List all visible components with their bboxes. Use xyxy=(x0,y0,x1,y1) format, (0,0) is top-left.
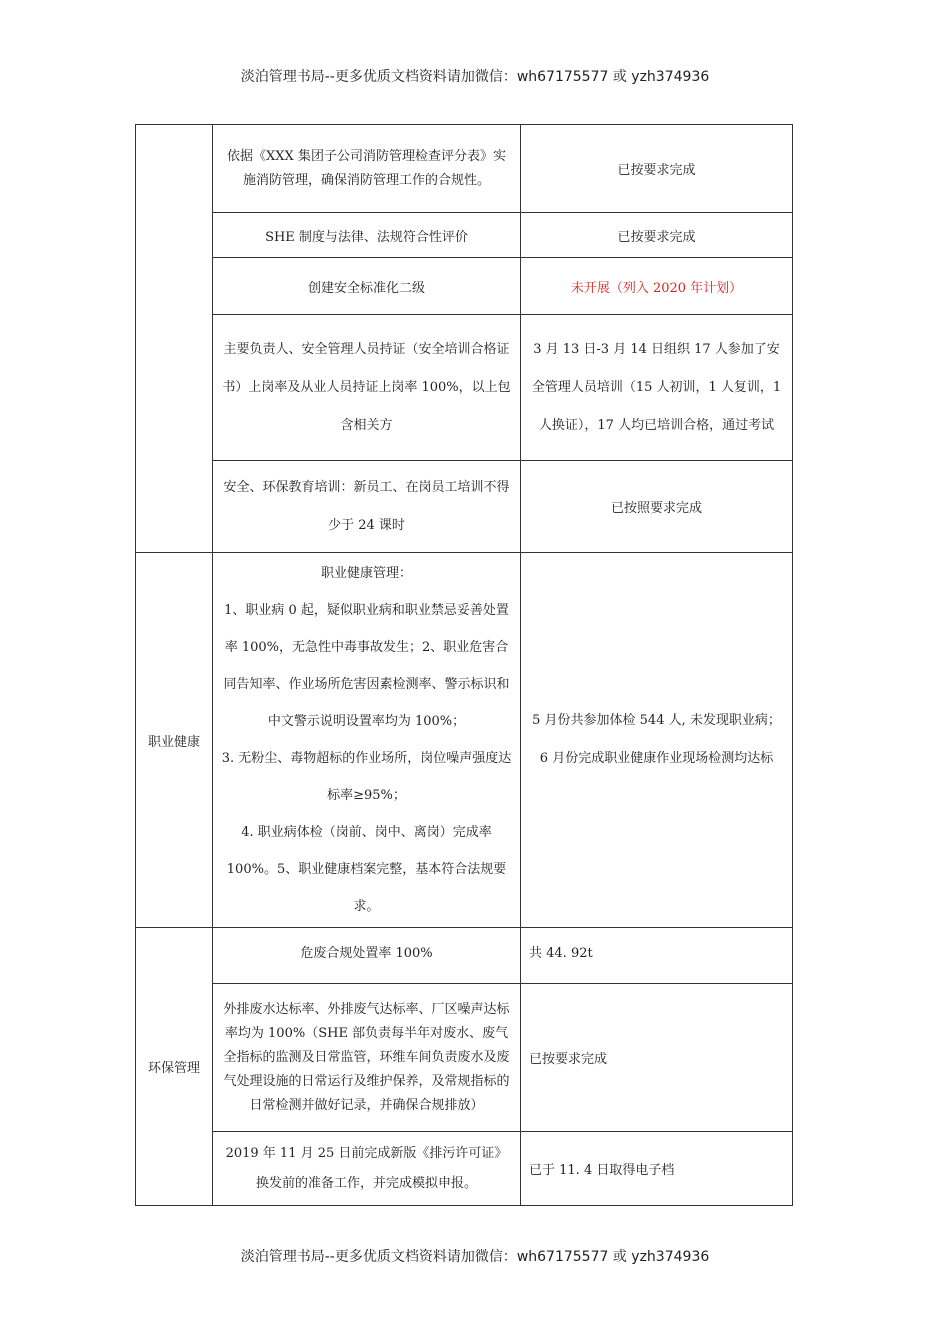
table-row xyxy=(136,928,793,984)
status-cell: 未开展（列入 2020 年计划） xyxy=(521,258,793,315)
requirement-line: 3. 无粉尘、毒物超标的作业场所，岗位噪声强度达标率≥95%； xyxy=(221,751,512,803)
requirement-cell: 依据《XXX 集团子公司消防管理检查评分表》实施消防管理，确保消防管理工作的合规性。 xyxy=(213,125,521,213)
page-footer: 淡泊管理书局--更多优质文档资料请加微信：wh67175577 或 yzh374936 xyxy=(240,1249,710,1265)
table-row xyxy=(136,258,793,315)
section-label-environmental: 环保管理 xyxy=(136,928,213,1206)
requirement-cell: 主要负责人、安全管理人员持证（安全培训合格证书）上岗率及从业人员持证上岗率 100%，以上包含相关方 xyxy=(213,315,521,461)
requirement-cell: 2019 年 11 月 25 日前完成新版《排污许可证》换发前的准备工作，并完成模拟申报。 xyxy=(213,1132,521,1206)
table-row xyxy=(136,213,793,258)
she-target-table xyxy=(135,124,793,1206)
requirement-cell xyxy=(213,553,521,928)
section-cell-safety xyxy=(136,125,213,553)
requirement-line: 4. 职业病体检（岗前、岗中、离岗）完成率 100%。5、职业健康档案完整，基本符合法规要求。 xyxy=(226,825,507,914)
status-cell: 3 月 13 日-3 月 14 日组织 17 人参加了安全管理人员培训（15 人初训，1 人复训，1 人换证），17 人均已培训合格，通过考试 xyxy=(521,315,793,461)
status-cell: 已按要求完成 xyxy=(521,984,793,1132)
requirement-cell: 危废合规处置率 100% xyxy=(213,928,521,984)
requirement-cell: 创建安全标准化二级 xyxy=(213,258,521,315)
requirement-cell: SHE 制度与法律、法规符合性评价 xyxy=(213,213,521,258)
section-label-occupational-health: 职业健康 xyxy=(136,553,213,928)
status-cell: 已按要求完成 xyxy=(521,213,793,258)
table-row xyxy=(136,315,793,461)
status-cell: 共 44. 92t xyxy=(521,928,793,984)
table-row xyxy=(136,125,793,213)
status-cell: 已按要求完成 xyxy=(521,125,793,213)
table-row xyxy=(136,461,793,553)
page-header: 淡泊管理书局--更多优质文档资料请加微信：wh67175577 或 yzh374936 xyxy=(240,69,710,85)
table-row xyxy=(136,984,793,1132)
requirement-line: 职业健康管理： xyxy=(320,566,412,581)
status-cell: 已于 11. 4 日取得电子档 xyxy=(521,1132,793,1206)
table-row xyxy=(136,553,793,928)
status-cell: 5 月份共参加体检 544 人, 未发现职业病；6 月份完成职业健康作业现场检测均达标 xyxy=(521,553,793,928)
requirement-cell: 安全、环保教育培训：新员工、在岗员工培训不得少于 24 课时 xyxy=(213,461,521,553)
status-cell: 已按照要求完成 xyxy=(521,461,793,553)
requirement-cell: 外排废水达标率、外排废气达标率、厂区噪声达标率均为 100%（SHE 部负责每半年对废水、废气全指标的监测及日常监管，环维车间负责废水及废气处理设施的日常运行及维护保养，及常规指标的日常检测并做好记录，并确保合规排放） xyxy=(213,984,521,1132)
table-row xyxy=(136,1132,793,1206)
requirement-line: 1、职业病 0 起，疑似职业病和职业禁忌妥善处置率 100%，无急性中毒事故发生；2、职业危害合同告知率、作业场所危害因素检测率、警示标识和中文警示说明设置率均为 100%； xyxy=(223,603,510,729)
